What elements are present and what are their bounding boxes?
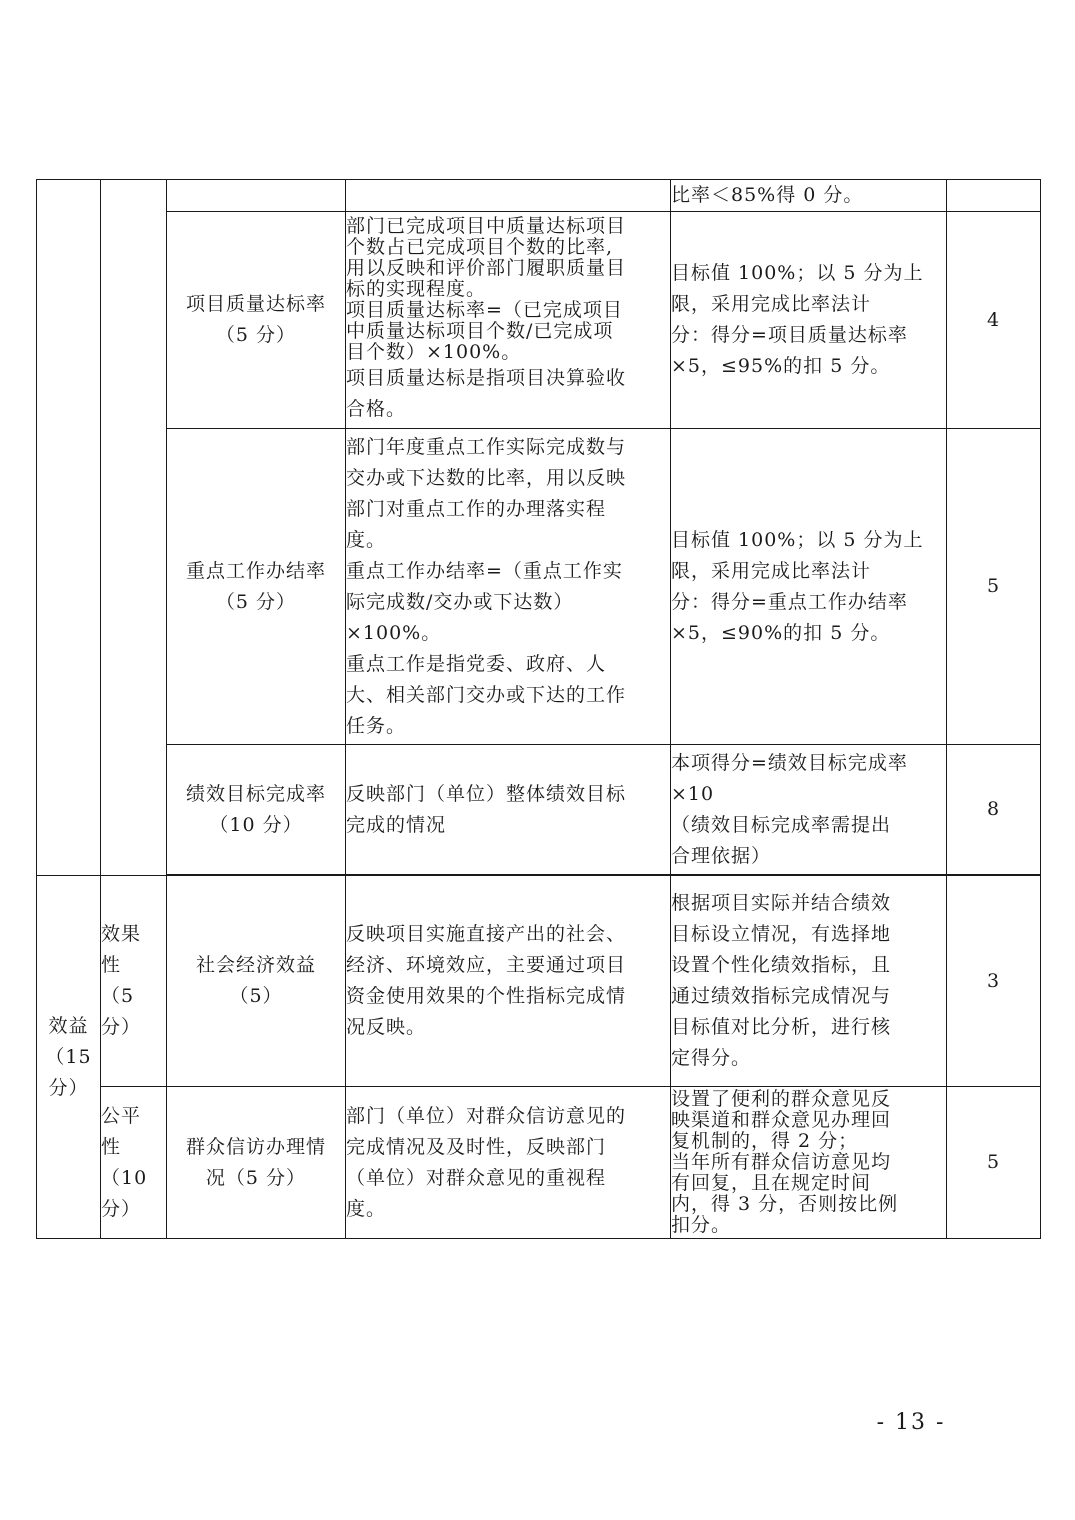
explanation-line: 部门年度重点工作实际完成数与 [346, 435, 627, 458]
criteria-line: 目标值对比分析，进行核 [671, 1016, 892, 1038]
score-cell-social: 3 [947, 876, 1041, 1087]
explanation-cell-empty [346, 180, 671, 212]
category-cell-benefit [37, 876, 101, 1239]
indicator-points: 况（5 分） [205, 1166, 307, 1189]
explanation-line: 任务。 [346, 714, 407, 737]
indicator-cell-quality [167, 212, 346, 429]
explanation-line: 完成的情况 [346, 813, 447, 836]
indicator-name: 绩效目标完成率 [185, 782, 326, 805]
score-cell-petition: 5 [947, 1087, 1041, 1239]
explanation-line: 个数占已完成项目个数的比率, [346, 235, 614, 258]
criteria-line: ×5，≤90%的扣 5 分。 [671, 621, 891, 644]
sub-category-label: 性 [101, 1135, 122, 1158]
explanation-cell-quality [346, 212, 671, 429]
criteria-line: 扣分。 [671, 1214, 732, 1236]
page-number: - 13 - [876, 1410, 946, 1435]
criteria-line: 通过绩效指标完成情况与 [671, 985, 892, 1007]
indicator-points: （5 分） [215, 324, 297, 346]
criteria-cell-continued [671, 180, 947, 212]
score-cell-key-work: 5 [947, 429, 1041, 745]
category-label: 分） [48, 1076, 89, 1099]
explanation-line: 完成情况及及时性，反映部门 [346, 1135, 607, 1158]
criteria-line: ×5，≤95%的扣 5 分。 [671, 355, 891, 377]
explanation-line: 中质量达标项目个数/已完成项 [346, 319, 614, 342]
table-row-key-work [37, 429, 1041, 745]
indicator-cell-key-work [167, 429, 346, 745]
table-row-social [37, 876, 1041, 1087]
explanation-line: 部门对重点工作的办理落实程 [346, 497, 607, 520]
criteria-line: 设置个性化绩效指标，且 [671, 954, 892, 976]
criteria-cell-performance [671, 745, 947, 875]
explanation-line: （单位）对群众意见的重视程 [346, 1166, 607, 1189]
criteria-line: 合理依据） [671, 844, 772, 867]
sub-category-label: （10 [101, 1166, 148, 1189]
explanation-line: 际完成数/交办或下达数） [346, 590, 574, 613]
score-cell-quality: 4 [947, 212, 1041, 429]
sub-category-label: 分） [101, 1197, 142, 1220]
sub-category-cell-fairness [101, 1087, 167, 1239]
sub-category-cell-continued [101, 180, 167, 876]
indicator-cell-empty [167, 180, 346, 212]
evaluation-table [36, 179, 1041, 1239]
explanation-line: 资金使用效果的个性指标完成情 [346, 985, 627, 1007]
criteria-line: 内，得 3 分，否则按比例 [671, 1193, 899, 1215]
criteria-line: 限，采用完成比率法计 [671, 293, 872, 315]
criteria-cell-petition [671, 1087, 947, 1239]
table-row-continued [37, 180, 1041, 212]
criteria-line: 比率＜85%得 0 分。 [671, 184, 864, 206]
criteria-cell-key-work [671, 429, 947, 745]
indicator-cell-performance [167, 745, 346, 875]
indicator-points: （10 分） [209, 813, 303, 836]
criteria-line: 根据项目实际并结合绩效 [671, 892, 892, 914]
sub-category-label: （5 [101, 985, 135, 1007]
sub-category-label: 性 [101, 954, 122, 976]
score-cell-empty [947, 180, 1041, 212]
criteria-line: 复机制的，得 2 分； [671, 1130, 859, 1152]
table-row-performance [37, 745, 1041, 875]
explanation-line: 大、相关部门交办或下达的工作 [346, 683, 627, 706]
criteria-line: 目标值 100%；以 5 分为上 [671, 262, 924, 284]
explanation-line: 度。 [346, 528, 387, 551]
indicator-name: 社会经济效益 [195, 954, 316, 976]
explanation-line: 部门已完成项目中质量达标项目 [346, 214, 627, 237]
explanation-line: 交办或下达数的比率，用以反映 [346, 466, 627, 489]
indicator-cell-social [167, 876, 346, 1087]
criteria-line: 目标值 100%；以 5 分为上 [671, 528, 924, 551]
explanation-line: 度。 [346, 1197, 387, 1220]
explanation-line: 重点工作办结率=（重点工作实 [346, 559, 623, 582]
indicator-name: 项目质量达标率 [185, 293, 326, 315]
category-cell-continued [37, 180, 101, 876]
criteria-line: 目标设立情况，有选择地 [671, 923, 892, 945]
explanation-line: 部门（单位）对群众信访意见的 [346, 1104, 627, 1127]
explanation-line: 合格。 [346, 397, 407, 420]
criteria-line: 设置了便利的群众意见反 [671, 1088, 892, 1110]
explanation-line: 反映部门（单位）整体绩效目标 [346, 782, 627, 805]
category-label: 效益 [48, 1014, 89, 1037]
indicator-points: （5 分） [215, 590, 297, 613]
table-row-quality [37, 212, 1041, 429]
criteria-line: 映渠道和群众意见办理回 [671, 1109, 892, 1131]
explanation-line: 经济、环境效应，主要通过项目 [346, 954, 627, 976]
sub-category-label: 分） [101, 1016, 142, 1038]
criteria-line: （绩效目标完成率需提出 [671, 813, 892, 836]
criteria-cell-social [671, 876, 947, 1087]
indicator-name: 群众信访办理情 [185, 1135, 326, 1158]
explanation-line: 用以反映和评价部门履职质量目 [346, 256, 627, 279]
explanation-line: 况反映。 [346, 1016, 427, 1038]
explanation-line: 项目质量达标率=（已完成项目 [346, 298, 623, 321]
table-row-petition [37, 1087, 1041, 1239]
explanation-line: 项目质量达标是指项目决算验收 [346, 366, 627, 389]
explanation-line: 重点工作是指党委、政府、人 [346, 652, 607, 675]
criteria-cell-quality [671, 212, 947, 429]
indicator-points: （5） [229, 985, 283, 1007]
explanation-line: ×100%。 [346, 621, 442, 644]
explanation-cell-key-work [346, 429, 671, 745]
explanation-cell-social [346, 876, 671, 1087]
criteria-line: 分：得分=项目质量达标率 [671, 324, 908, 346]
criteria-line: 定得分。 [671, 1047, 752, 1069]
sub-category-label: 效果 [101, 923, 142, 945]
criteria-line: 分：得分=重点工作办结率 [671, 590, 908, 613]
category-label: （15 [45, 1045, 92, 1068]
criteria-line: ×10 [671, 782, 715, 805]
criteria-line: 限，采用完成比率法计 [671, 559, 872, 582]
sub-category-cell-effect [101, 876, 167, 1087]
explanation-cell-performance [346, 745, 671, 875]
explanation-line: 目个数）×100%。 [346, 340, 522, 363]
criteria-line: 本项得分=绩效目标完成率 [671, 751, 908, 774]
explanation-line: 标的实现程度。 [346, 277, 487, 300]
criteria-line: 当年所有群众信访意见均 [671, 1151, 892, 1173]
explanation-line: 反映项目实施直接产出的社会、 [346, 923, 627, 945]
score-cell-performance: 8 [947, 745, 1041, 875]
sub-category-label: 公平 [101, 1104, 142, 1127]
indicator-cell-petition [167, 1087, 346, 1239]
criteria-line: 有回复，且在规定时间 [671, 1172, 872, 1194]
explanation-cell-petition [346, 1087, 671, 1239]
indicator-name: 重点工作办结率 [185, 559, 326, 582]
